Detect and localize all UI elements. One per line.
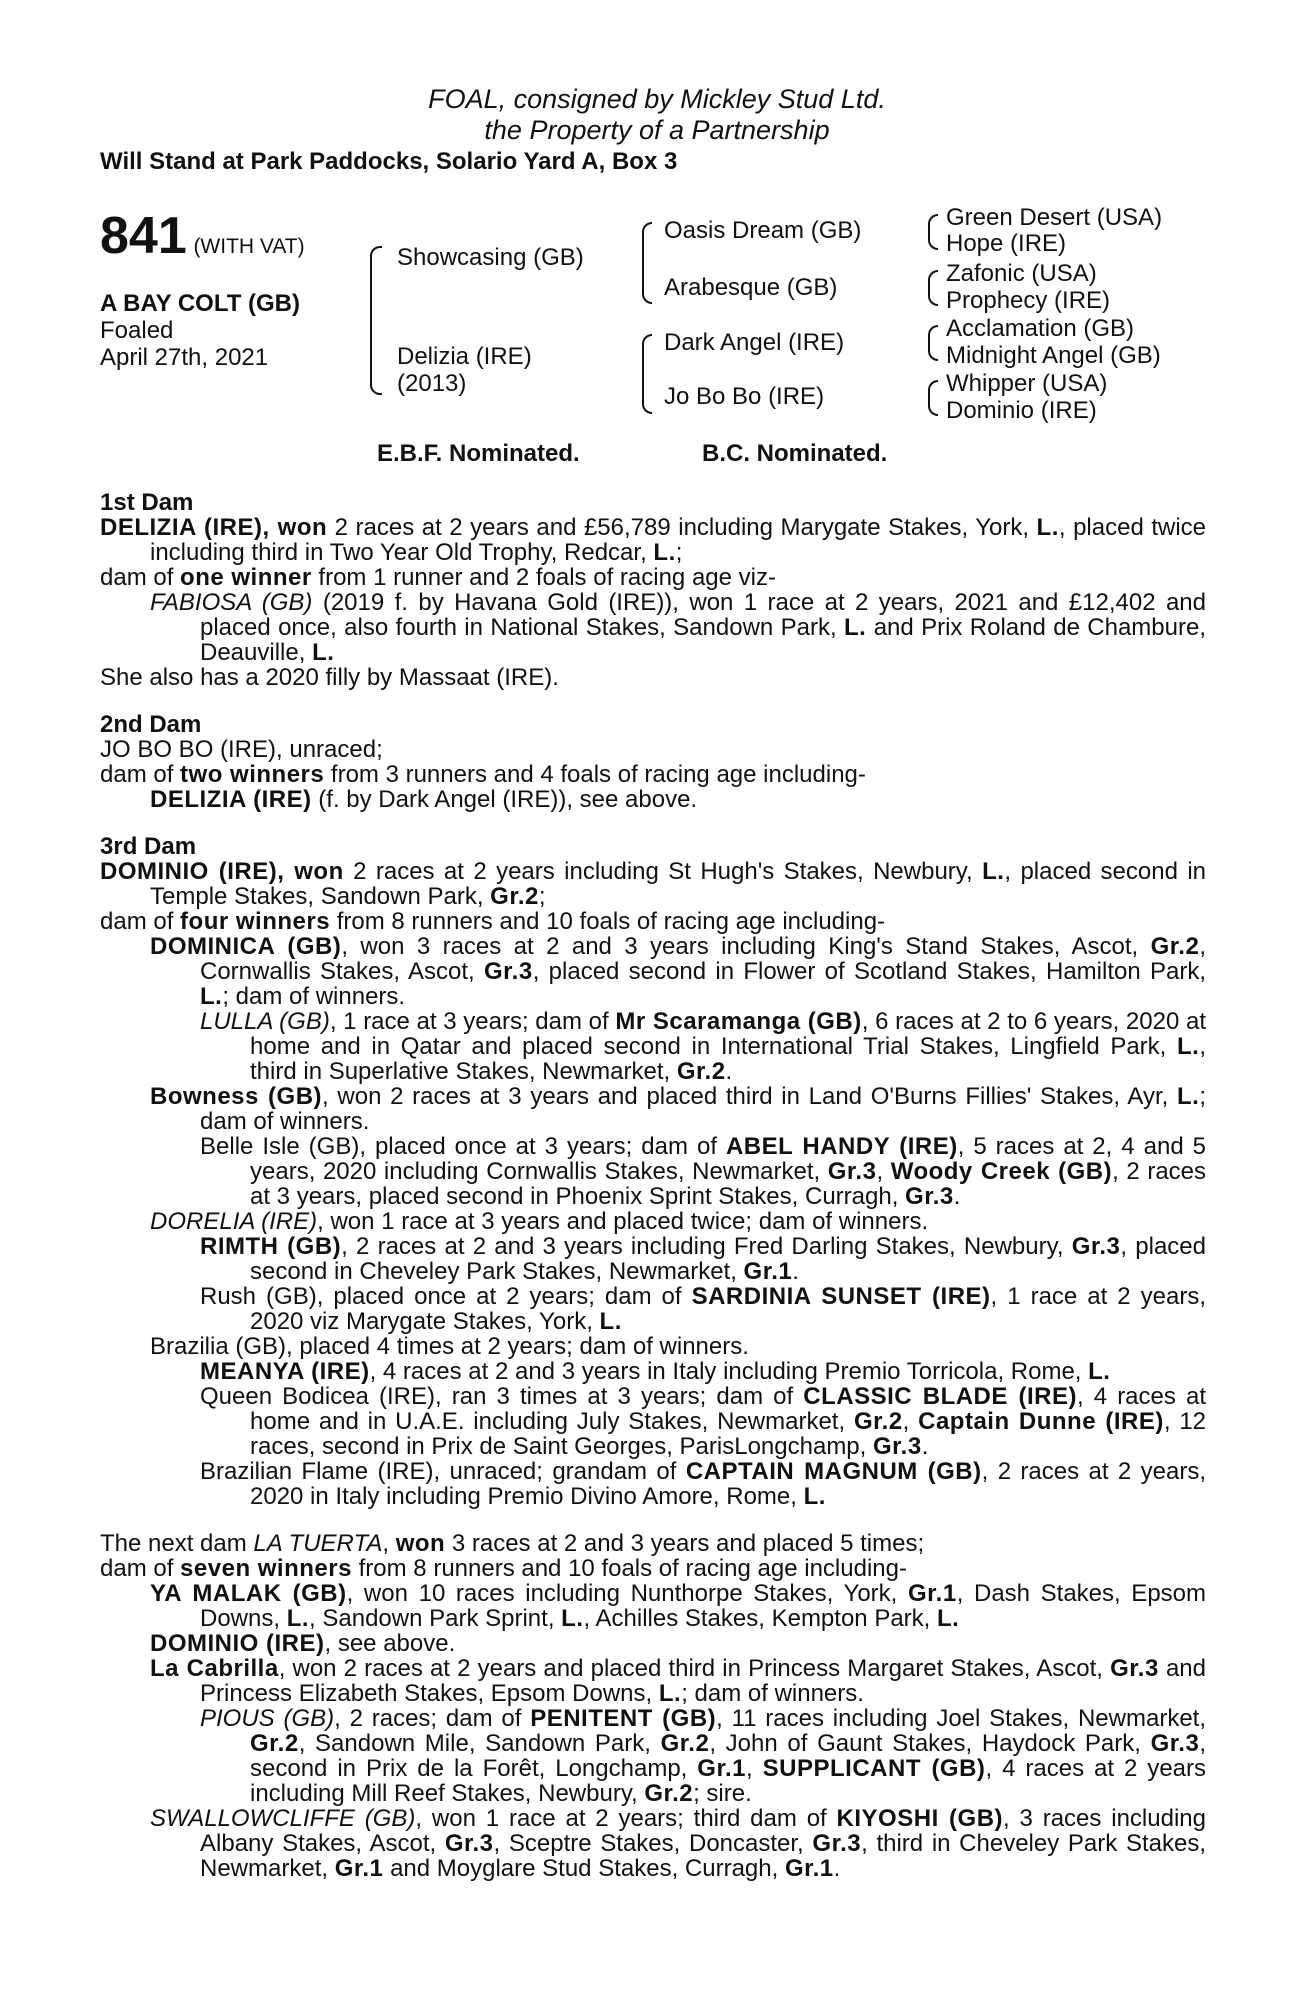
foaling-date: April 27th, 2021 [100, 344, 269, 371]
lot-number: 841 [100, 207, 187, 265]
second-dam-produce: dam of two winners from 3 runners and 4 foals of racing age including- [100, 761, 866, 788]
bowness-entry: Bowness (GB), won 2 races at 3 years and placed third in Land O'Burns Fillies' Stakes, Ayr, L.; dam of winners. [150, 1083, 1206, 1135]
brazilian-flame-entry: Brazilian Flame (IRE), unraced; grandam of CAPTAIN MAGNUM (GB), 2 races at 2 years, 2020 in Italy including Premio Divino Amore, Rome, L. [200, 1458, 1206, 1510]
ped-sds: Zafonic (USA) [946, 260, 1097, 287]
rimth-entry: RIMTH (GB), 2 races at 2 and 3 years including Fred Darling Stakes, Newbury, Gr.3, placed second in Cheveley Park Stakes, Newmarket, Gr.1. [200, 1233, 1206, 1285]
dominica-entry: DOMINICA (GB), won 3 races at 2 and 3 years including King's Stand Stakes, Ascot, Gr.2, Cornwallis Stakes, Ascot, Gr.3, placed second in Flower of Scotland Stakes, Hamilton Park, L.; dam of winners. [150, 933, 1207, 1010]
first-dam-heading: 1st Dam [100, 489, 194, 516]
first-dam-record: DELIZIA (IRE), won 2 races at 2 years and £56,789 including Marygate Stakes, York, L., placed twice including third in Two Year Old Trophy, Redcar, L.; [100, 514, 1206, 566]
sire-sire: Oasis Dream (GB) [664, 217, 862, 244]
swallowcliffe-entry: SWALLOWCLIFFE (GB), won 1 race at 2 years; third dam of KIYOSHI (GB), 3 races including Albany Stakes, Ascot, Gr.3, Sceptre Stakes, Doncaster, Gr.3, third in Cheveley Park Stakes, Newmarket, Gr.1 and Moyglare Stud Stakes, Curragh, Gr.1. [150, 1805, 1206, 1882]
third-dam-produce: dam of four winners from 8 runners and 10 foals of racing age including- [100, 908, 886, 935]
sire-dam: Arabesque (GB) [664, 274, 838, 301]
dam-year: (2013) [397, 370, 467, 397]
dam-name: Delizia (IRE) [397, 343, 532, 370]
belle-isle-entry: Belle Isle (GB), placed once at 3 years; dam of ABEL HANDY (IRE), 5 races at 2, 4 and 5 years, 2020 including Cornwallis Stakes, Newmarket, Gr.3, Woody Creek (GB), 2 races at 3 years, placed second in Phoenix Sprint Stakes, Curragh, Gr.3. [200, 1133, 1207, 1210]
dorelia-entry: DORELIA (IRE), won 1 race at 3 years and placed twice; dam of winners. [150, 1208, 929, 1235]
dominio-see-above: DOMINIO (IRE), see above. [150, 1630, 456, 1657]
pedigree-brace-3a [928, 214, 938, 250]
dam-dam: Jo Bo Bo (IRE) [664, 383, 825, 410]
pious-entry: PIOUS (GB), 2 races; dam of PENITENT (GB), 11 races including Joel Stakes, Newmarket, Gr.2, Sandown Mile, Sandown Park, Gr.2, John of Gaunt Stakes, Haydock Park, Gr.3, second in Prix de la Forêt, Longchamp, Gr.1, SUPPLICANT (GB), 4 races at 2 years including Mill Reef Stakes, Newbury, Gr.2; sire. [200, 1705, 1207, 1807]
pedigree-brace-2b [642, 334, 652, 414]
first-dam-produce: dam of one winner from 1 runner and 2 foals of racing age viz- [100, 564, 776, 591]
meanya-entry: MEANYA (IRE), 4 races at 2 and 3 years in Italy including Premio Torricola, Rome, L. [200, 1358, 1111, 1385]
property-line: the Property of a Partnership [484, 115, 830, 145]
queen-bodicea-entry: Queen Bodicea (IRE), ran 3 times at 3 years; dam of CLASSIC BLADE (IRE), 4 races at home and in U.A.E. including July Stakes, Newmarket, Gr.2, Captain Dunne (IRE), 12 races, second in Prix de Saint Georges, ParisLongchamp, Gr.3. [200, 1383, 1207, 1460]
la-cabrilla-entry: La Cabrilla, won 2 races at 2 years and placed third in Princess Margaret Stakes, Ascot, Gr.3 and Princess Elizabeth Stakes, Epsom Downs, L.; dam of winners. [150, 1655, 1206, 1707]
dam-sire: Dark Angel (IRE) [664, 329, 845, 356]
delizia-entry: DELIZIA (IRE) (f. by Dark Angel (IRE)), see above. [150, 786, 698, 813]
bc-nomination: B.C. Nominated. [702, 440, 888, 467]
ya-malak-entry: YA MALAK (GB), won 10 races including Nunthorpe Stakes, York, Gr.1, Dash Stakes, Epsom Downs, L., Sandown Park Sprint, L., Achilles Stakes, Kempton Park, L. [150, 1580, 1207, 1632]
ebf-nomination: E.B.F. Nominated. [377, 440, 580, 467]
ped-dss: Acclamation (GB) [946, 315, 1135, 342]
pedigree-brace-3c [928, 325, 938, 361]
lot-title: A BAY COLT (GB) [100, 290, 301, 317]
consignor-line: FOAL, consigned by Mickley Stud Ltd. [428, 84, 886, 114]
ped-sss: Green Desert (USA) [946, 204, 1163, 231]
lot-number-row [100, 207, 305, 265]
third-dam-heading: 3rd Dam [100, 833, 197, 860]
ped-dsd: Midnight Angel (GB) [946, 342, 1161, 369]
pedigree-brace-2a [642, 222, 652, 304]
pedigree-notes [100, 490, 1206, 1881]
location-line: Will Stand at Park Paddocks, Solario Yard A, Box 3 [100, 148, 678, 175]
second-dam-record: JO BO BO (IRE), unraced; [100, 736, 383, 763]
sire-name: Showcasing (GB) [397, 244, 584, 271]
pedigree-brace-1 [370, 246, 382, 395]
first-dam-note: She also has a 2020 filly by Massaat (IRE). [100, 664, 559, 691]
second-dam-heading: 2nd Dam [100, 711, 202, 738]
next-dam-record: The next dam LA TUERTA, won 3 races at 2 and 3 years and placed 5 times; [100, 1530, 925, 1557]
vat-label: (WITH VAT) [193, 235, 305, 258]
ped-dds: Whipper (USA) [946, 370, 1108, 397]
next-dam-produce: dam of seven winners from 8 runners and 10 foals of racing age including- [100, 1555, 907, 1582]
pedigree-brace-3d [928, 380, 938, 416]
dominio-record: DOMINIO (IRE), won 2 races at 2 years including St Hugh's Stakes, Newbury, L., placed second in Temple Stakes, Sandown Park, Gr.2; [100, 858, 1207, 910]
ped-sdd: Prophecy (IRE) [946, 287, 1111, 314]
rush-entry: Rush (GB), placed once at 2 years; dam of SARDINIA SUNSET (IRE), 1 race at 2 years, 2020 viz Marygate Stakes, York, L. [200, 1283, 1206, 1335]
ped-ddd: Dominio (IRE) [946, 397, 1097, 424]
pedigree-brace-3b [928, 270, 938, 306]
ped-ssd: Hope (IRE) [946, 230, 1067, 257]
lulla-entry: LULLA (GB), 1 race at 3 years; dam of Mr Scaramanga (GB), 6 races at 2 to 6 years, 2020 at home and in Qatar and placed second in International Trial Stakes, Lingfield Park, L., third in Superlative Stakes, Newmarket, Gr.2. [200, 1008, 1207, 1085]
foaled-label: Foaled [100, 317, 174, 344]
fabiosa-entry: FABIOSA (GB) (2019 f. by Havana Gold (IRE)), won 1 race at 2 years, 2021 and £12,402 and placed once, also fourth in National Stakes, Sandown Park, L. and Prix Roland de Chambure, Deauville, L. [150, 589, 1207, 666]
brazilia-entry: Brazilia (GB), placed 4 times at 2 years; dam of winners. [150, 1333, 749, 1360]
